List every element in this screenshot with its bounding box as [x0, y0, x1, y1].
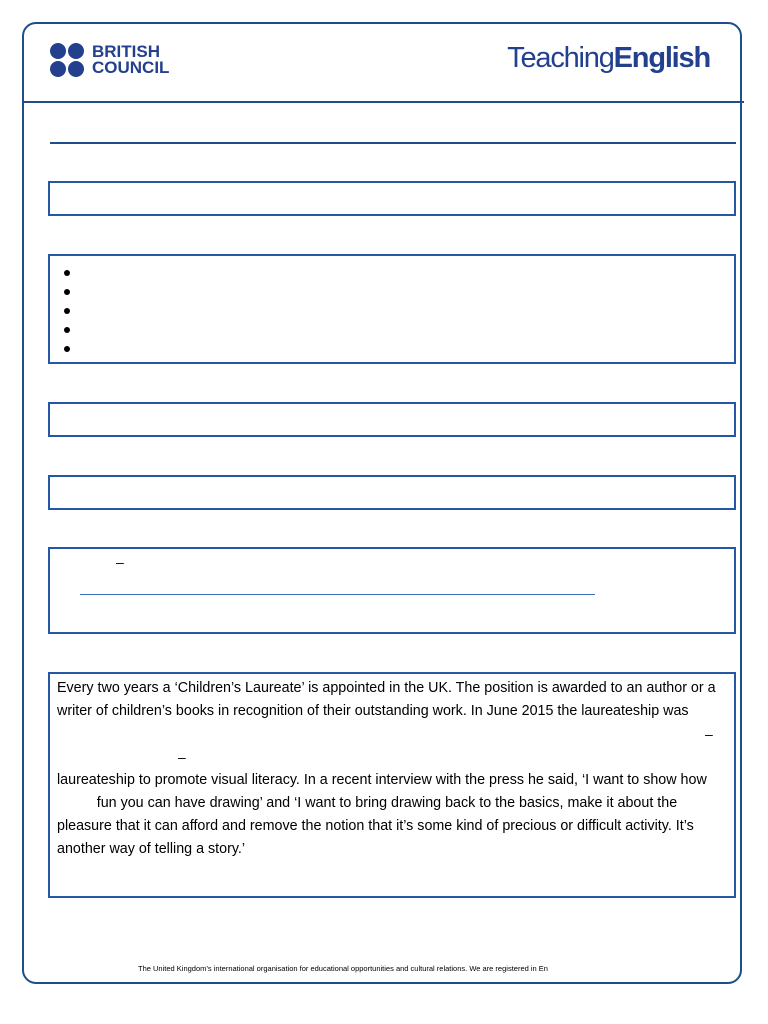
paragraph-line — [57, 723, 729, 746]
aims-box — [48, 254, 736, 364]
materials-link-underline[interactable] — [80, 594, 595, 595]
title-underline — [50, 142, 736, 144]
paragraph-dash: – — [705, 726, 713, 742]
paragraph-line: Every two years a ‘Children’s Laureate’ is appointed in the UK. The position is awarded to an author or a — [57, 680, 716, 696]
footer-text: The United Kingdom’s international organisation for educational opportunities and cultural relations. We are registered in En — [138, 964, 548, 973]
level-box — [48, 475, 736, 510]
british-council-wordmark: BRITISH COUNCIL — [92, 42, 170, 77]
british-council-dots-icon — [50, 43, 86, 77]
materials-box — [48, 547, 736, 634]
paragraph-line: laureateship to promote visual literacy. In a recent interview with the press he said, ‘I want to show how — [57, 772, 707, 788]
teaching-english-light: Teaching — [507, 42, 614, 74]
topic-box — [48, 181, 736, 216]
age-box — [48, 402, 736, 437]
paragraph-dash: – — [178, 749, 186, 765]
paragraph-line: writer of children’s books in recognition of their outstanding work. In June 2015 the laureateship was — [57, 703, 689, 719]
british-council-logo — [50, 43, 180, 79]
paragraph-line — [57, 746, 729, 769]
teaching-english-bold: English — [613, 42, 710, 74]
materials-dash: – — [116, 554, 124, 570]
reading-paragraph — [57, 677, 729, 861]
header-divider — [22, 101, 744, 103]
teaching-english-logo — [507, 42, 710, 75]
paragraph-line: fun you can have drawing’ and ‘I want to bring drawing back to the basics, make it about the — [57, 795, 678, 811]
paragraph-line: another way of telling a story.’ — [57, 841, 246, 857]
paragraph-line: pleasure that it can afford and remove the notion that it’s some kind of precious or difficult activity. It’s — [57, 818, 694, 834]
